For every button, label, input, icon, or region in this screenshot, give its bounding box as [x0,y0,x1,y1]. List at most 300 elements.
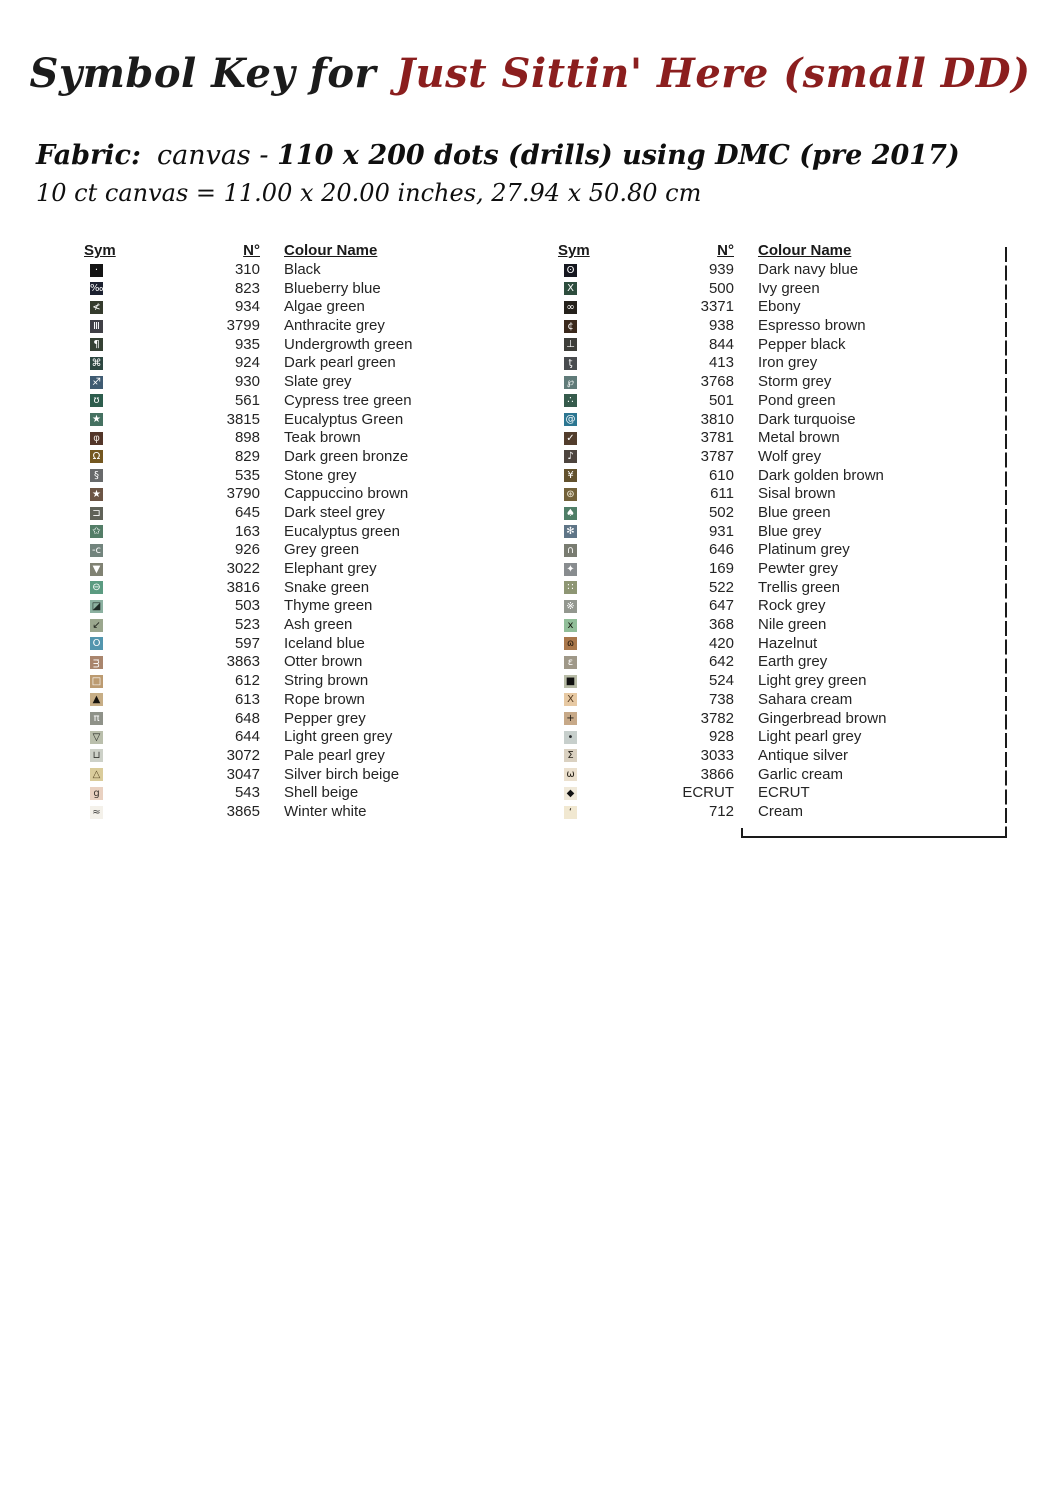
symbol-swatch: ≮ [90,301,103,314]
colour-name: Snake green [284,578,370,596]
table-row [84,765,454,784]
colour-name: Winter white [284,802,367,820]
table-row [84,634,454,653]
symbol-swatch: ℘ [564,376,577,389]
colour-name: Pepper black [758,335,846,353]
colour-name: Pale pearl grey [284,746,385,764]
colour-name: Garlic cream [758,765,844,783]
symbol-cell [84,504,120,522]
dmc-number: 3782 [700,709,734,727]
table-row [84,466,454,485]
symbol-swatch: @ [565,414,576,426]
table-header-row [84,242,454,261]
table-row [84,578,454,597]
table-row [84,373,454,392]
symbol-swatch: · [90,264,103,277]
symbol-cell [558,597,594,615]
table-row [84,354,454,373]
symbol-swatch: ♪ [564,450,577,463]
header-sym: Sym [558,242,590,260]
table-row [558,616,928,635]
dmc-number: 645 [234,503,260,521]
colour-name: Elephant grey [284,560,377,578]
table-row [84,560,454,579]
symbol-swatch: ♐ [90,376,103,389]
dmc-number: 930 [234,373,260,391]
symbol-cell [558,467,594,485]
dmc-number: 524 [708,672,734,690]
symbol-swatch: Ⅲ [90,320,103,333]
table-row [84,747,454,766]
symbol-cell [558,429,594,447]
dmc-number: 939 [708,261,734,279]
symbol-cell [558,504,594,522]
symbol-swatch: ⊔ [90,749,103,762]
symbol-swatch: ⊛ [564,488,577,501]
colour-name: Dark navy blue [758,261,859,279]
colour-name: Anthracite grey [284,317,385,335]
colour-name: Pond green [758,391,836,409]
symbol-cell [84,261,120,279]
symbol-swatch: ⊥ [564,338,577,351]
colour-name: Light pearl grey [758,728,862,746]
symbol-swatch: ⊐ [90,507,103,520]
colour-name: Dark green bronze [284,447,409,465]
colour-name: Gingerbread brown [758,709,887,727]
symbol-swatch: ✦ [564,563,577,576]
symbol-cell [558,261,594,279]
symbol-swatch: □ [91,675,102,687]
fabric-info [36,140,960,207]
dmc-number: 3047 [226,765,260,783]
symbol-cell [558,280,594,298]
table-row [558,691,928,710]
dmc-number: 3865 [226,802,260,820]
dmc-number: 3371 [700,298,734,316]
symbol-cell [84,653,120,671]
colour-name: Otter brown [284,653,363,671]
dmc-number: 3072 [226,746,260,764]
dmc-number: 924 [234,354,260,372]
dmc-number: 420 [708,634,734,652]
dmc-number: 3799 [226,317,260,335]
symbol-cell [84,579,120,597]
symbol-cell [558,485,594,503]
dmc-number: 931 [708,522,734,540]
table-row [558,317,928,336]
colour-name: Platinum grey [758,541,850,559]
symbol-swatch: ¶ [90,338,103,351]
table-row [84,448,454,467]
symbol-swatch: ★ [90,413,103,426]
symbol-cell [558,784,594,802]
dmc-number: 738 [708,690,734,708]
symbol-cell [84,467,120,485]
symbol-cell [558,392,594,410]
symbol-cell [558,653,594,671]
table-bottom-border [741,836,1007,838]
dmc-number: 543 [234,784,260,802]
table-row [84,784,454,803]
table-row [84,298,454,317]
dmc-number: 3815 [226,410,260,428]
dmc-number: 935 [234,335,260,353]
fabric-specs: 110 x 200 dots (drills) using DMC (pre 2017) [277,140,960,171]
table-right-border [1005,247,1007,837]
symbol-cell [84,317,120,335]
colour-name: Teak brown [284,429,361,447]
dmc-number: 3790 [226,485,260,503]
colour-name: String brown [284,672,369,690]
symbol-cell [558,298,594,316]
table-row [558,504,928,523]
table-row [84,392,454,411]
symbol-swatch: ◪ [91,600,102,612]
symbol-cell [558,541,594,559]
symbol-swatch: X [564,282,577,295]
symbol-cell [84,560,120,578]
symbol-swatch: ‘ [564,806,577,819]
symbol-swatch: + [564,712,577,725]
symbol-swatch: ω [564,768,577,781]
colour-name: Storm grey [758,373,832,391]
colour-name: Rope brown [284,690,365,708]
colour-name: Blueberry blue [284,279,381,297]
colour-name: Hazelnut [758,634,818,652]
symbol-swatch: ◆ [564,787,577,800]
symbol-swatch: ✩ [90,525,103,538]
colour-name: Rock grey [758,597,826,615]
symbol-swatch: φ [90,432,103,445]
table-row [84,410,454,429]
colour-name: Eucalyptus Green [284,410,404,428]
table-row [558,709,928,728]
dmc-number: 3810 [700,410,734,428]
symbol-cell [558,448,594,466]
dmc-number: 712 [708,802,734,820]
dmc-number: 503 [234,597,260,615]
symbol-swatch: X [564,693,577,706]
table-row [558,279,928,298]
table-row [84,803,454,822]
dmc-number: 610 [708,466,734,484]
colour-name: Thyme green [284,597,373,615]
header-name: Colour Name [758,242,852,260]
colour-name: Earth grey [758,653,828,671]
symbol-swatch: ✓ [564,432,577,445]
table-row [558,597,928,616]
table-row [84,504,454,523]
table-row [84,335,454,354]
table-row [84,728,454,747]
table-row [558,448,928,467]
table-row [558,354,928,373]
table-row [84,709,454,728]
symbol-swatch: ∞ [564,301,577,314]
table-row [84,672,454,691]
table-row [84,485,454,504]
colour-name: Undergrowth green [284,335,413,353]
symbol-cell [84,429,120,447]
title-pattern-name: Just Sittin' Here (small DD) [396,50,1031,97]
symbol-cell [84,298,120,316]
colour-name: Pepper grey [284,709,366,727]
symbol-cell [84,691,120,709]
fabric-size-line: 10 ct canvas = 11.00 x 20.00 inches, 27.94 x 50.80 cm [36,179,702,207]
colour-name: Stone grey [284,466,357,484]
symbol-swatch: ᴟ [90,656,103,669]
symbol-cell [84,448,120,466]
colour-name: Cream [758,802,804,820]
symbol-cell [84,336,120,354]
symbol-table-left [84,242,454,821]
dmc-number: 611 [710,485,734,503]
table-row [558,522,928,541]
table-row [558,672,928,691]
dmc-number: 3781 [700,429,734,447]
symbol-cell [84,710,120,728]
dmc-number: 500 [708,279,734,297]
table-row [558,803,928,822]
table-row [84,261,454,280]
symbol-cell [84,597,120,615]
dmc-number: 642 [708,653,734,671]
table-row [558,392,928,411]
colour-name: Pewter grey [758,560,839,578]
table-header-row [558,242,928,261]
header-number: N° [717,242,734,260]
symbol-cell [558,579,594,597]
symbol-swatch: ≈ [90,806,103,819]
symbol-swatch: g [90,787,103,800]
colour-name: Cappuccino brown [284,485,409,503]
dmc-number: 823 [234,279,260,297]
symbol-cell [84,616,120,634]
symbol-cell [84,280,120,298]
symbol-swatch: ※ [564,600,577,613]
table-row [84,541,454,560]
symbol-swatch: ƫ [564,357,577,370]
symbol-swatch: ■ [565,675,576,687]
symbol-cell [558,728,594,746]
dmc-number: 501 [708,391,734,409]
dmc-number: ECRUT [682,784,734,802]
symbol-cell [84,485,120,503]
dmc-number: 3863 [226,653,260,671]
colour-name: Dark golden brown [758,466,884,484]
fabric-material: canvas - [156,140,278,171]
dmc-number: 613 [234,690,260,708]
colour-name: Light grey green [758,672,867,690]
colour-name: Blue green [758,503,831,521]
dmc-number: 597 [234,634,260,652]
symbol-swatch: ∴ [564,394,577,407]
symbol-cell [558,691,594,709]
dmc-number: 928 [708,728,734,746]
symbol-swatch: ¥ [564,469,577,482]
symbol-table-right [558,242,928,821]
symbol-cell [84,728,120,746]
symbol-swatch: ▼ [90,563,103,576]
symbol-swatch: ♠ [564,507,577,520]
dmc-number: 163 [234,522,260,540]
symbol-swatch: ɷ [564,637,577,650]
dmc-number: 413 [708,354,734,372]
table-row [558,541,928,560]
colour-name: Espresso brown [758,317,866,335]
colour-name: Light green grey [284,728,393,746]
dmc-number: 561 [234,391,260,409]
header-name: Colour Name [284,242,378,260]
table-row [558,410,928,429]
dmc-number: 310 [234,261,260,279]
symbol-cell [558,710,594,728]
dmc-number: 3866 [700,765,734,783]
dmc-number: 3022 [226,560,260,578]
colour-name: Cypress tree green [284,391,412,409]
table-row [558,335,928,354]
symbol-cell [558,317,594,335]
page-title [0,50,1060,97]
symbol-swatch: ∩ [564,544,577,557]
symbol-cell [558,635,594,653]
symbol-cell [558,373,594,391]
symbol-cell [558,747,594,765]
fabric-label: Fabric: [36,140,141,171]
table-row [558,485,928,504]
symbol-swatch: ʘ [564,264,577,277]
colour-name: Shell beige [284,784,359,802]
symbol-swatch: π [90,712,103,725]
dmc-number: 3033 [700,746,734,764]
symbol-swatch: -c [91,544,102,556]
table-row [84,597,454,616]
dmc-number: 926 [234,541,260,559]
dmc-number: 535 [234,466,260,484]
symbol-swatch: ⌘ [91,358,102,369]
symbol-cell [84,784,120,802]
dmc-number: 522 [708,578,734,596]
colour-name: Eucalyptus green [284,522,400,540]
colour-name: ECRUT [758,784,810,802]
colour-name: Algae green [284,298,365,316]
dmc-number: 844 [708,335,734,353]
dmc-number: 898 [234,429,260,447]
table-row [84,616,454,635]
symbol-cell [84,541,120,559]
symbol-swatch: ⊖ [90,581,103,594]
symbol-cell [558,803,594,821]
colour-name: Sahara cream [758,690,853,708]
header-number: N° [243,242,260,260]
symbol-cell [558,336,594,354]
dmc-number: 502 [708,503,734,521]
colour-name: Iceland blue [284,634,365,652]
symbol-swatch: Ω [90,450,103,463]
colour-name: Ebony [758,298,801,316]
symbol-cell [558,354,594,372]
title-prefix: Symbol Key for [29,50,377,97]
table-row [558,747,928,766]
colour-name: Iron grey [758,354,818,372]
table-row [84,279,454,298]
dmc-number: 3816 [226,578,260,596]
dmc-number: 938 [708,317,734,335]
colour-name: Slate grey [284,373,352,391]
dmc-number: 646 [708,541,734,559]
colour-name: Sisal brown [758,485,836,503]
table-row [558,298,928,317]
table-row [558,466,928,485]
colour-name: Wolf grey [758,447,822,465]
colour-name: Trellis green [758,578,840,596]
symbol-swatch: ✻ [564,525,577,538]
symbol-cell [558,616,594,634]
table-row [84,522,454,541]
dmc-number: 612 [234,672,260,690]
dmc-number: 169 [708,560,734,578]
table-row [558,653,928,672]
symbol-cell [84,672,120,690]
dmc-number: 523 [234,616,260,634]
table-row [558,373,928,392]
colour-name: Blue grey [758,522,822,540]
table-row [558,578,928,597]
colour-name: Ash green [284,616,353,634]
colour-name: Ivy green [758,279,820,297]
colour-name: Grey green [284,541,360,559]
colour-name: Black [284,261,321,279]
symbol-cell [558,523,594,541]
table-row [558,765,928,784]
dmc-number: 644 [234,728,260,746]
dmc-number: 647 [708,597,734,615]
table-row [84,691,454,710]
symbol-swatch: △ [90,768,103,781]
symbol-swatch: ▲ [90,693,103,706]
symbol-swatch: O [90,637,103,650]
symbol-swatch: ‰ [90,283,104,295]
symbol-swatch: ¢ [564,320,577,333]
symbol-swatch: ↙ [90,619,103,632]
dmc-number: 934 [234,298,260,316]
table-row [84,317,454,336]
symbol-cell [84,354,120,372]
header-sym: Sym [84,242,116,260]
symbol-swatch: ∷ [564,581,577,594]
table-row [84,429,454,448]
colour-name: Dark turquoise [758,410,856,428]
table-row [558,728,928,747]
symbol-swatch: ε [564,656,577,669]
symbol-swatch: Σ [564,749,577,762]
symbol-cell [558,411,594,429]
symbol-cell [84,635,120,653]
table-row [558,560,928,579]
table-row [558,261,928,280]
fabric-line [36,140,960,171]
symbol-cell [558,766,594,784]
symbol-cell [84,766,120,784]
symbol-cell [84,411,120,429]
symbol-cell [558,560,594,578]
dmc-number: 3768 [700,373,734,391]
dmc-number: 648 [234,709,260,727]
symbol-swatch: § [90,469,103,482]
colour-name: Nile green [758,616,827,634]
symbol-cell [558,672,594,690]
symbol-swatch: • [564,731,577,744]
